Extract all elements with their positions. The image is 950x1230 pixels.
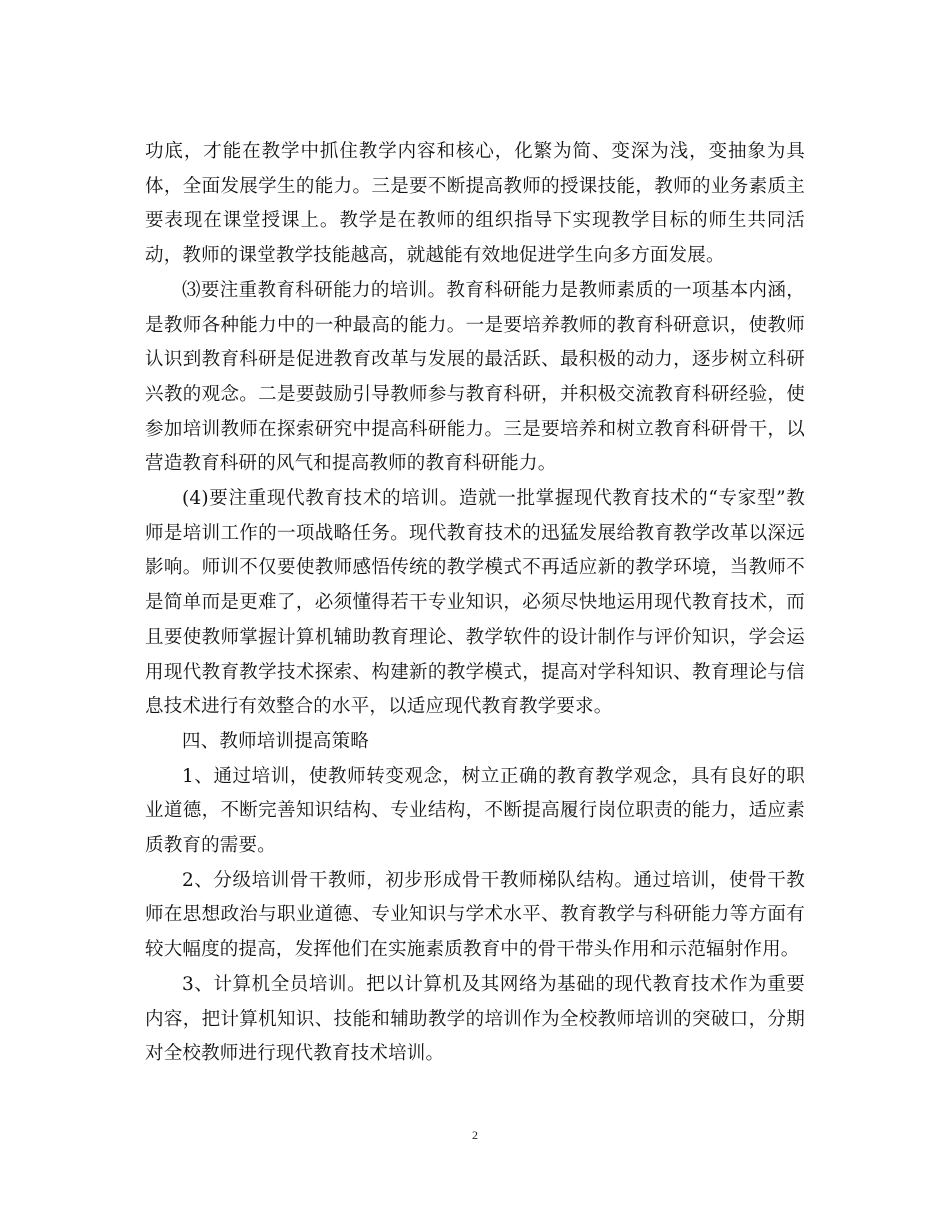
section-heading: 四、教师培训提高策略 [182, 730, 370, 752]
paragraph-research-training: ⑶要注重教育科研能力的培训。教育科研能力是教师素质的一项基本内涵，是教师各种能力中的一种最高的能力。一是要培养教师的教育科研意识，使教师认识到教育科研是促进教育改革与发展的最活跃、最积极的动力，逐步树立科研兴教的观念。二是要鼓励引导教师参与教育科研，并积极交流教育科研经验，使参加培训教师在探索研究中提高科研能力。三是要培养和树立教育科研骨干，以营造教育科研的风气和提高教师的教育科研能力。 [145, 279, 805, 475]
paragraph-strategy-3: 3、计算机全员培训。把以计算机及其网络为基础的现代教育技术作为重要内容，把计算机知识、技能和辅助教学的培训作为全校教师培训的突破口，分期对全校教师进行现代教育技术培训。 [145, 973, 805, 1065]
paragraph-strategy-1: 1、通过培训，使教师转变观念，树立正确的教育教学观念，具有良好的职业道德，不断完善知识结构、专业结构，不断提高履行岗位职责的能力，适应素质教育的需要。 [145, 765, 805, 857]
paragraph-technology-training: (4)要注重现代教育技术的培训。造就一批掌握现代教育技术的“专家型”教师是培训工作的一项战略任务。现代教育技术的迅猛发展给教育教学改革以深远影响。师训不仅要使教师感悟传统的教学模式不再适应新的教学环境，当教师不是简单而是更难了，必须懂得若干专业知识，必须尽快地运用现代教育技术，而且要使教师掌握计算机辅助教育理论、教学软件的设计制作与评价知识，学会运用现代教育教学技术探索、构建新的教学模式，提高对学科知识、教育理论与信息技术进行有效整合的水平，以适应现代教育教学要求。 [145, 488, 805, 718]
page-body [145, 135, 805, 1072]
paragraph-continued: 功底，才能在教学中抓住教学内容和核心，化繁为简、变深为浅，变抽象为具体，全面发展学生的能力。三是要不断提高教师的授课技能，教师的业务素质主要表现在课堂授课上。教学是在教师的组织指导下实现教学目标的师生共同活动，教师的课堂教学技能越高，就越能有效地促进学生向多方面发展。 [145, 141, 805, 267]
paragraph-strategy-2: 2、分级培训骨干教师，初步形成骨干教师梯队结构。通过培训，使骨干教师在思想政治与职业道德、专业知识与学术水平、教育教学与科研能力等方面有较大幅度的提高，发挥他们在实施素质教育中的骨干带头作用和示范辐射作用。 [145, 869, 805, 961]
page-number: 2 [472, 1128, 478, 1142]
